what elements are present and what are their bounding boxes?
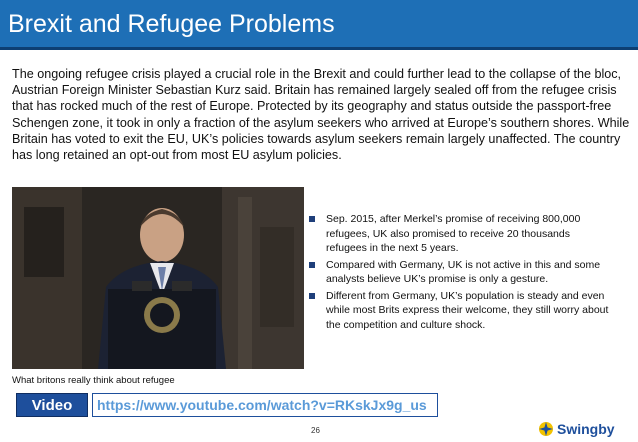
swingby-logo — [538, 420, 615, 438]
page-number: 26 — [311, 426, 320, 435]
bullet-list — [308, 212, 613, 334]
slide-title: Brexit and Refugee Problems — [8, 10, 335, 38]
square-bullet-icon — [309, 293, 315, 299]
bullet-text: Different from Germany, UK’s population is steady and even while most Brits express their welcome, they still worry about the competition and culture shock. — [326, 289, 609, 331]
bullet-text: Sep. 2015, after Merkel’s promise of receiving 800,000 refugees, UK also promised to receive 20 thousands refugees in the next 5 years. — [326, 213, 581, 254]
title-bar — [0, 0, 638, 47]
logo-text: Swingby — [557, 421, 615, 437]
video-button[interactable]: Video — [16, 393, 88, 417]
square-bullet-icon — [309, 262, 315, 268]
video-link[interactable]: https://www.youtube.com/watch?v=RKskJx9g_us — [92, 393, 438, 417]
swingby-logo-icon — [538, 421, 554, 437]
title-underline — [0, 47, 638, 50]
speech-photo — [12, 187, 304, 369]
bullet-text: Compared with Germany, UK is not active in this and some analysts believe UK’s promise is only a gesture. — [326, 258, 601, 285]
intro-paragraph: The ongoing refugee crisis played a crucial role in the Brexit and could further lead to the collapse of the bloc, Austrian Foreign Minister Sebastian Kurz said. Britain has remained largely sealed off from the refugee crisis that has rocked much of the rest of Europe. Protected by its geography and status outside the passport-free Schengen zone, it took in only a fraction of the asylum seekers who arrived at Europe’s southern shores. While Britain has voted to exit the EU, UK’s policies towards asylum seekers remain largely unaffected. The country has long retained an opt-out from most EU asylum policies. — [12, 67, 630, 163]
bullet-item — [308, 212, 613, 256]
square-bullet-icon — [309, 216, 315, 222]
video-caption: What britons really think about refugee — [12, 375, 175, 386]
bullet-item — [308, 289, 613, 333]
bullet-item — [308, 258, 613, 287]
